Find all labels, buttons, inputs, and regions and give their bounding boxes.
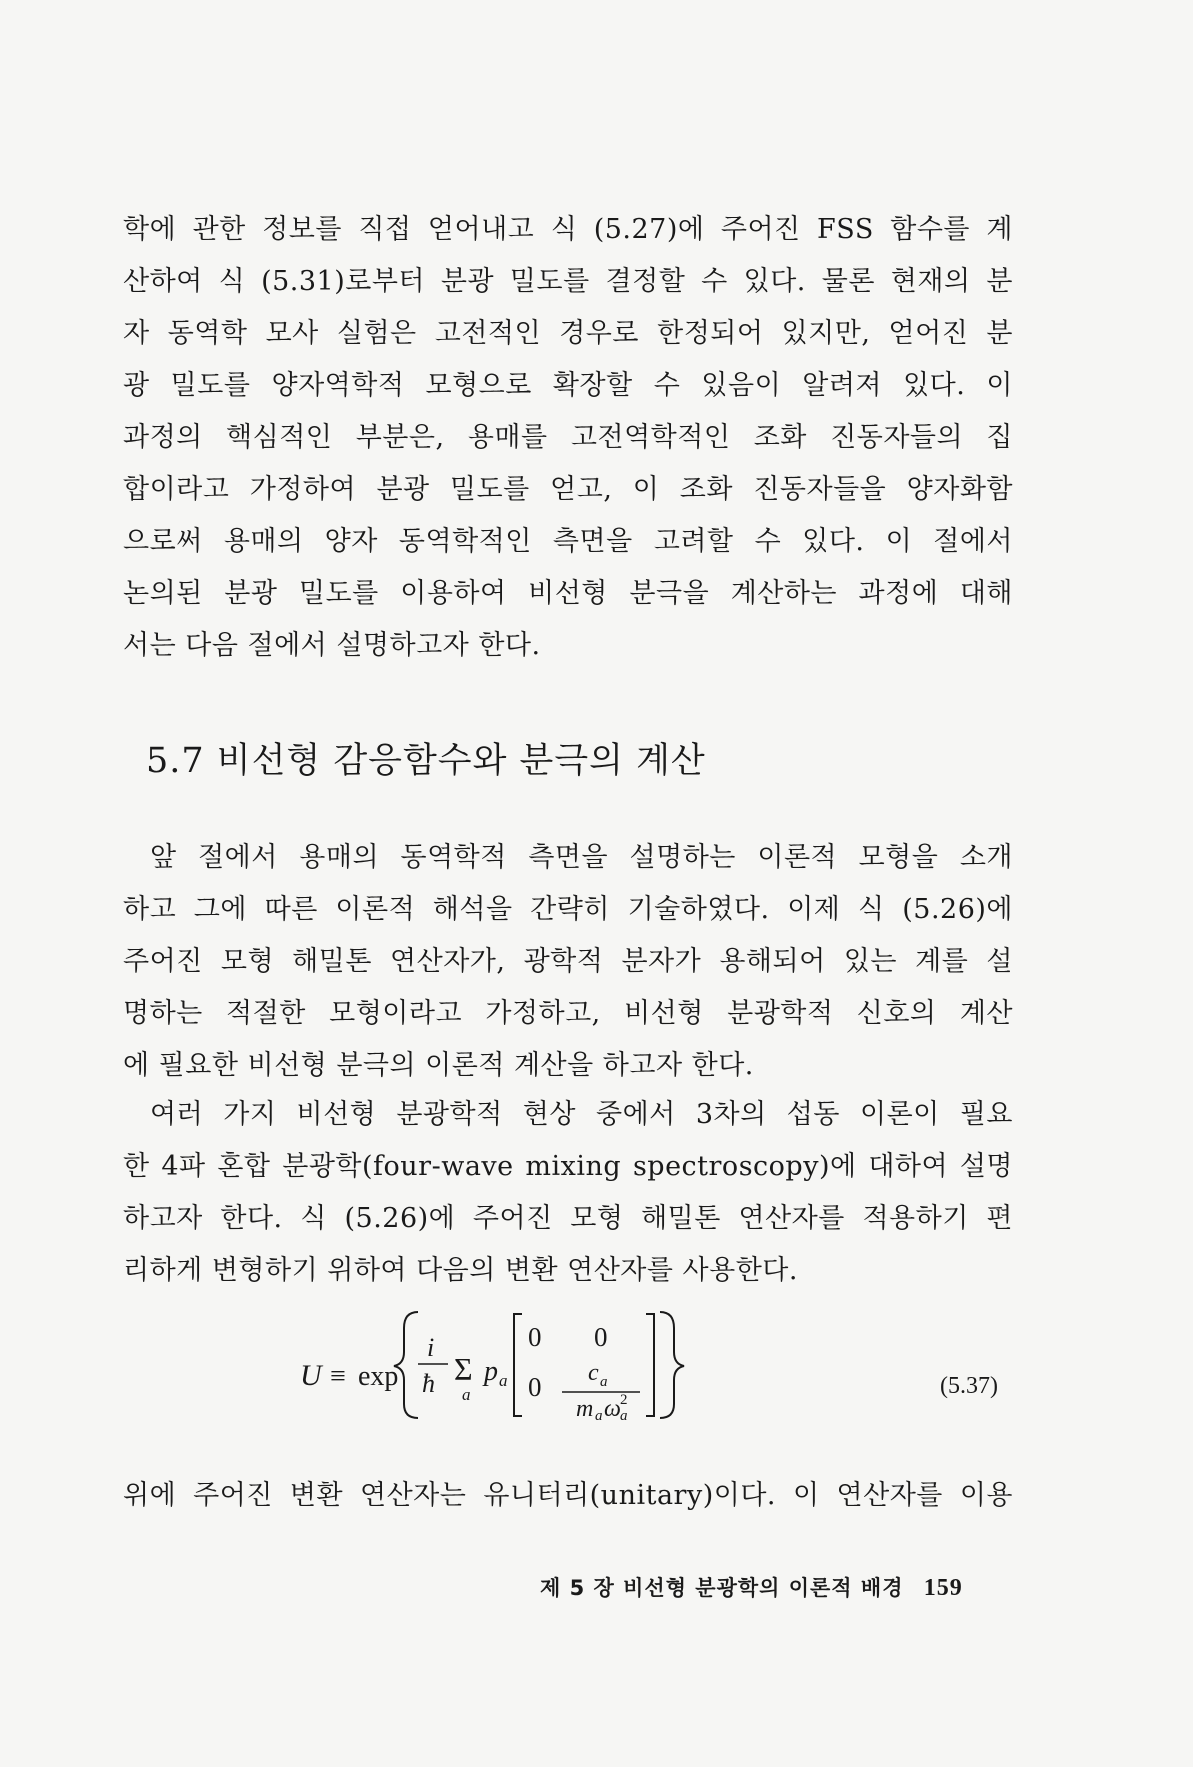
eq-p-sub: a [499,1371,508,1390]
eq-lhs: U [300,1359,322,1392]
page-number: 159 [923,1575,963,1601]
eq-p: p [484,1356,498,1387]
text-line: 앞 절에서 용매의 동역학적 측면을 설명하는 이론적 모형을 소개 [150,842,1013,873]
text-line: 산하여 식 (5.31)로부터 분광 밀도를 결정할 수 있다. 물론 현재의 분 [123,266,1013,297]
eq-i: i [427,1333,435,1362]
text-line: 서는 다음 절에서 설명하고자 한다. [123,630,541,661]
eq-func: exp [358,1361,399,1392]
text-line: 여러 가지 비선형 분광학적 현상 중에서 3차의 섭동 이론이 필요 [150,1099,1013,1130]
right-brace [660,1312,684,1418]
matrix-11: 0 [528,1322,542,1352]
chapter-title: 제 5 장 비선형 분광학의 이론적 배경 [540,1576,904,1600]
text-line: 하고자 한다. 식 (5.26)에 주어진 모형 해밀톤 연산자를 적용하기 편 [123,1203,1013,1234]
left-bracket [514,1314,522,1416]
eq-omega: ω [604,1396,621,1420]
paragraph-1 [123,204,1013,672]
text-line: 합이라고 가정하여 분광 밀도를 얻고, 이 조화 진동자들을 양자화함 [123,474,1013,505]
text-line: 한 4파 혼합 분광학(four-wave mixing spectroscopy)에 대하여 설명 [123,1151,1013,1182]
text-line: 으로써 용매의 양자 동역학적인 측면을 고려할 수 있다. 이 절에서 [123,526,1013,557]
text-line: 하고 그에 따른 이론적 해석을 간략히 기술하였다. 이제 식 (5.26)에 [123,894,1013,925]
eq-c-sub: a [600,1374,608,1390]
left-brace [394,1312,418,1418]
eq-omega-sup: 2 [620,1392,628,1408]
eq-m-sub: a [595,1408,603,1420]
eq-omega-sub: a [620,1408,628,1420]
text-line: 광 밀도를 양자역학적 모형으로 확장할 수 있음이 알려져 있다. 이 [123,370,1013,401]
eq-sum-index: a [462,1385,471,1404]
matrix-21: 0 [528,1372,542,1402]
text-line: 논의된 분광 밀도를 이용하여 비선형 분극을 계산하는 과정에 대해 [123,578,1013,609]
text-line: 리하게 변형하기 위하여 다음의 변환 연산자를 사용한다. [123,1255,798,1286]
equation-number: (5.37) [940,1373,998,1399]
text-line: 과정의 핵심적인 부분은, 용매를 고전역학적인 조화 진동자들의 집 [123,422,1013,453]
eq-m: m [576,1396,594,1420]
text-line: 학에 관한 정보를 직접 얻어내고 식 (5.27)에 주어진 FSS 함수를 계 [123,214,1013,245]
eq-sum: Σ [454,1351,473,1387]
matrix-12: 0 [594,1322,608,1352]
text-line: 위에 주어진 변환 연산자는 유니터리(unitary)이다. 이 연산자를 이용 [123,1480,1013,1511]
text-line: 자 동역학 모사 실험은 고전적인 경우로 한정되어 있지만, 얻어진 분 [123,318,1013,349]
text-line: 명하는 적절한 모형이라고 가정하고, 비선형 분광학적 신호의 계산 [123,998,1013,1029]
paragraph-3 [123,1089,1013,1297]
text-line: 에 필요한 비선형 분극의 이론적 계산을 하고자 한다. [123,1050,754,1081]
eq-hbar: ħ [422,1369,435,1398]
eq-equiv: ≡ [330,1361,346,1392]
equation-5-37 [300,1300,1020,1420]
text-line: 주어진 모형 해밀톤 연산자가, 광학적 분자가 용해되어 있는 계를 설 [123,946,1013,977]
section-heading: 5.7 비선형 감응함수와 분극의 계산 [146,741,706,781]
paragraph-2 [123,832,1013,1092]
eq-c: c [588,1360,599,1386]
paragraph-4 [123,1470,1013,1522]
page-footer [540,1572,963,1602]
right-bracket [646,1314,654,1416]
